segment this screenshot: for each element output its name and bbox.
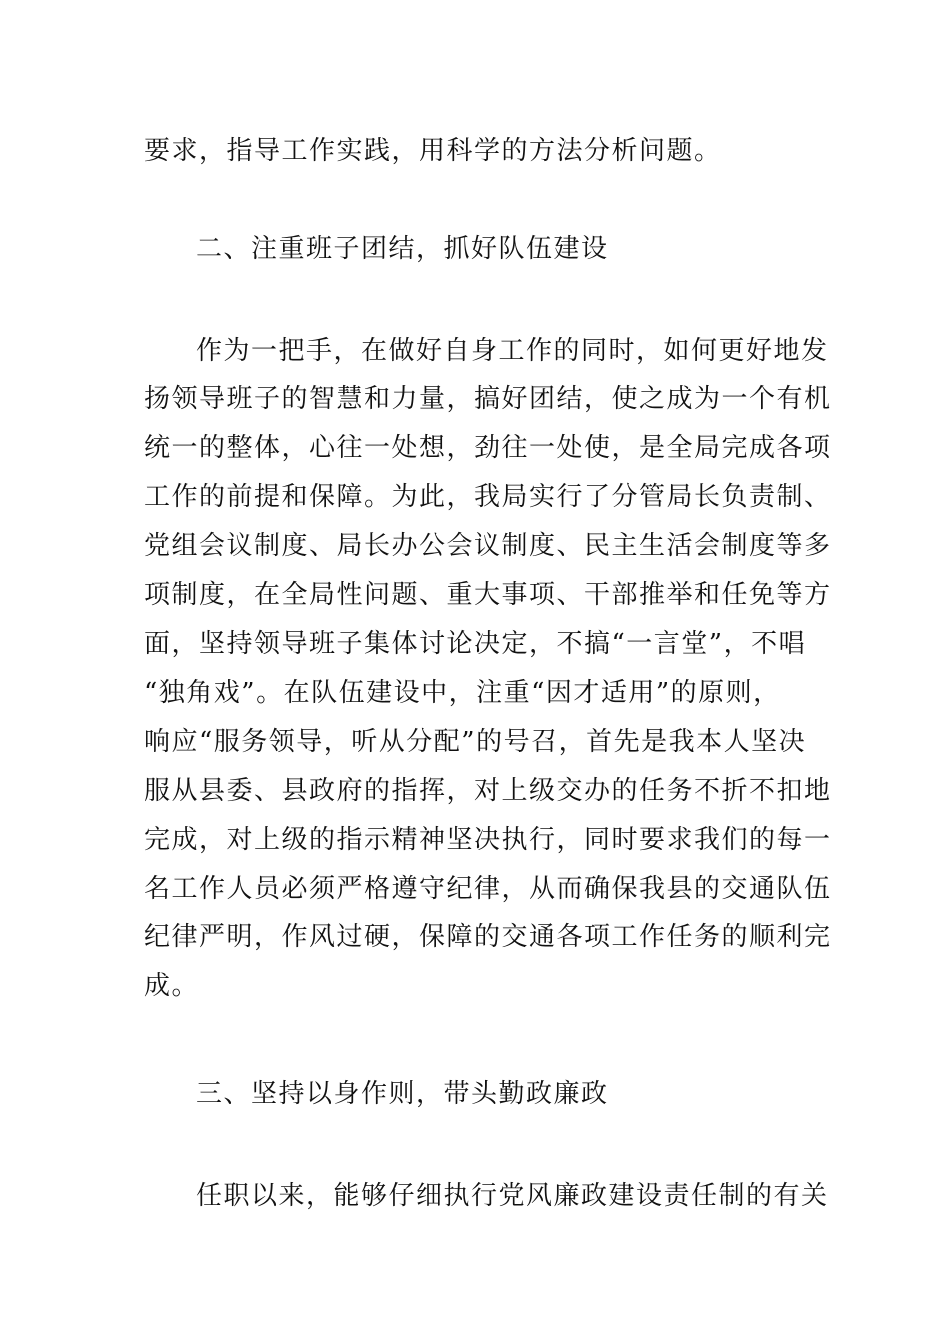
paragraph-line: 完成，对上级的指示精神坚决执行，同时要求我们的每一: [144, 825, 832, 855]
paragraph-line: 项制度，在全局性问题、重大事项、干部推举和任免等方: [144, 580, 832, 610]
paragraph-line: 统一的整体，心往一处想，劲往一处使，是全局完成各项: [144, 433, 832, 463]
paragraph-line: 服从县委、县政府的指挥，对上级交办的任务不折不扣地: [144, 776, 832, 806]
section-heading: 三、坚持以身作则，带头勤政廉政: [196, 1079, 609, 1109]
paragraph-line: 作为一把手，在做好自身工作的同时，如何更好地发: [196, 336, 829, 366]
paragraph-line: 工作的前提和保障。为此，我局实行了分管局长负责制、: [144, 482, 832, 512]
paragraph-line: “独角戏”。在队伍建设中，注重“因才适用”的原则，: [144, 678, 781, 708]
paragraph-line: 扬领导班子的智慧和力量，搞好团结，使之成为一个有机: [144, 384, 832, 414]
paragraph-line: 名工作人员必须严格遵守纪律，从而确保我县的交通队伍: [144, 874, 832, 904]
paragraph-line: 响应“服务领导，听从分配”的号召，首先是我本人坚决: [144, 727, 807, 757]
paragraph-line: 党组会议制度、局长办公会议制度、民主生活会制度等多: [144, 531, 832, 561]
paragraph-line: 成。: [144, 971, 200, 1001]
paragraph-line: 面，坚持领导班子集体讨论决定，不搞“一言堂”，不唱: [144, 629, 807, 659]
paragraph-line: 任职以来，能够仔细执行党风廉政建设责任制的有关: [196, 1181, 829, 1211]
section-heading: 二、注重班子团结，抓好队伍建设: [196, 234, 609, 264]
paragraph-line: 要求，指导工作实践，用科学的方法分析问题。: [144, 136, 722, 166]
paragraph-line: 纪律严明，作风过硬，保障的交通各项工作任务的顺利完: [144, 922, 832, 952]
